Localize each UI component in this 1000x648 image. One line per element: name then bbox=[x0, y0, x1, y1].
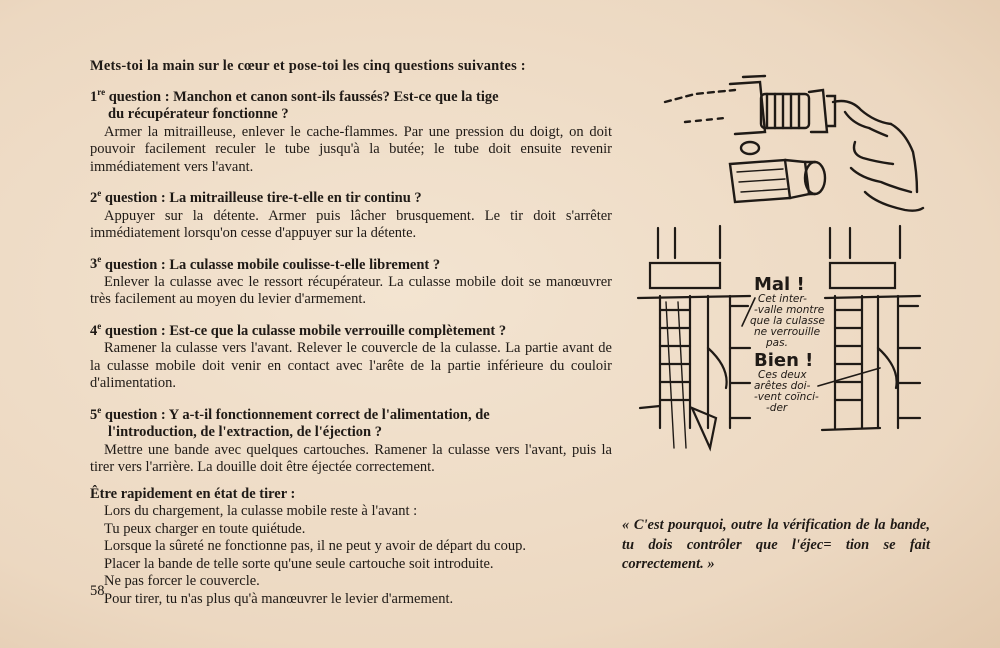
mal-note-line: Cet inter- bbox=[758, 293, 807, 305]
question-4 bbox=[90, 318, 612, 393]
bien-note-line: arêtes doi- bbox=[754, 380, 811, 392]
ready-line: Lorsque la sûreté ne fonctionne pas, il ne peut y avoir de départ du coup. bbox=[104, 538, 526, 555]
ready-line: Placer la bande de telle sorte qu'une seule cartouche soit introduite. bbox=[104, 555, 494, 572]
question-heading: 3e question : La culasse mobile coulisse-t-elle librement ? bbox=[90, 254, 441, 273]
question-body: Armer la mitrailleuse, enlever le cache-flammes. Par une pression du doigt, on doit pouvoir facilement reculer le tube jusqu'à la butée; le tube doit ensuite revenir immédiatement vers l'avant. bbox=[90, 123, 612, 175]
ready-line: Ne pas forcer le couvercle. bbox=[104, 573, 260, 590]
question-title: question : Manchon et canon sont-ils faussés? Est-ce que la tige bbox=[105, 88, 499, 105]
mal-note-line: que la culasse bbox=[750, 315, 825, 327]
question-heading: 5e question : Y a-t-il fonctionnement correct de l'alimentation, de l'introduction, de l'extraction, de l'éjection ? bbox=[90, 402, 612, 442]
bien-note-line: -vent coïnci- bbox=[754, 391, 819, 403]
question-body: Mettre une bande avec quelques cartouches. Ramener la culasse vers l'avant, puis la tirer vers l'arrière. La douille doit être éjectée correctement. bbox=[90, 441, 612, 476]
ready-line: Lors du chargement, la culasse mobile reste à l'avant : bbox=[104, 503, 418, 520]
barrel-illustration bbox=[655, 72, 925, 222]
question-body: Ramener la culasse vers l'avant. Relever le couvercle de la culasse. La partie avant de la culasse mobile doit venir en contact avec l'arête de la partie inférieure du couloir d'alimentation. bbox=[90, 340, 612, 392]
question-title: question : Est-ce que la culasse mobile verrouille complètement ? bbox=[101, 322, 507, 339]
question-title: question : La culasse mobile coulisse-t-elle librement ? bbox=[101, 256, 441, 273]
mal-note-line: pas. bbox=[766, 337, 788, 349]
text-column bbox=[90, 58, 612, 617]
question-title: question : Y a-t-il fonctionnement correct de l'alimentation, de bbox=[101, 406, 490, 423]
ready-lines bbox=[90, 503, 612, 608]
page-number: 58 bbox=[90, 583, 105, 599]
mal-note-line: ne verrouille bbox=[754, 326, 821, 338]
ready-heading: Être rapidement en état de tirer : bbox=[90, 485, 296, 502]
question-1 bbox=[90, 84, 612, 176]
mal-note-line: -valle montre bbox=[754, 304, 825, 316]
questions-list bbox=[90, 84, 612, 477]
bien-label: Bien ! bbox=[754, 350, 814, 371]
breech-illustration bbox=[630, 218, 930, 463]
question-body: Enlever la culasse avec le ressort récupérateur. La culasse mobile doit se manœuvrer très facilement au moyen du levier d'armement. bbox=[90, 273, 612, 308]
question-3 bbox=[90, 252, 612, 309]
intro-heading: Mets-toi la main sur le cœur et pose-toi les cinq questions suivantes : bbox=[90, 58, 526, 74]
question-2 bbox=[90, 185, 612, 242]
mal-label: Mal ! bbox=[754, 274, 805, 295]
caption: « C'est pourquoi, outre la vérification de la bande, tu dois contrôler que l'éjec= tion se fait correctement. » bbox=[622, 517, 930, 572]
ready-line: Pour tirer, tu n'as plus qu'à manœuvrer le levier d'armement. bbox=[104, 590, 454, 607]
question-5 bbox=[90, 402, 612, 477]
question-heading: 1re question : Manchon et canon sont-ils faussés? Est-ce que la tige du récupérateur fonctionne ? bbox=[90, 84, 612, 124]
question-heading: 4e question : Est-ce que la culasse mobile verrouille complètement ? bbox=[90, 320, 507, 339]
question-heading: 2e question : La mitrailleuse tire-t-elle en tir continu ? bbox=[90, 188, 422, 207]
question-title-cont: l'introduction, de l'extraction, de l'éjection ? bbox=[108, 424, 382, 441]
question-body: Appuyer sur la détente. Armer puis lâcher brusquement. Le tir doit s'arrêter immédiatement lorsqu'on cesse d'appuyer sur la détente. bbox=[90, 207, 612, 242]
ready-section bbox=[90, 486, 612, 609]
ready-line: Tu peux charger en toute quiétude. bbox=[104, 520, 306, 537]
question-title: question : La mitrailleuse tire-t-elle en tir continu ? bbox=[101, 190, 422, 207]
bien-note-line: Ces deux bbox=[758, 369, 807, 381]
question-title-cont: du récupérateur fonctionne ? bbox=[108, 106, 289, 123]
bien-note-line: -der bbox=[766, 402, 788, 414]
